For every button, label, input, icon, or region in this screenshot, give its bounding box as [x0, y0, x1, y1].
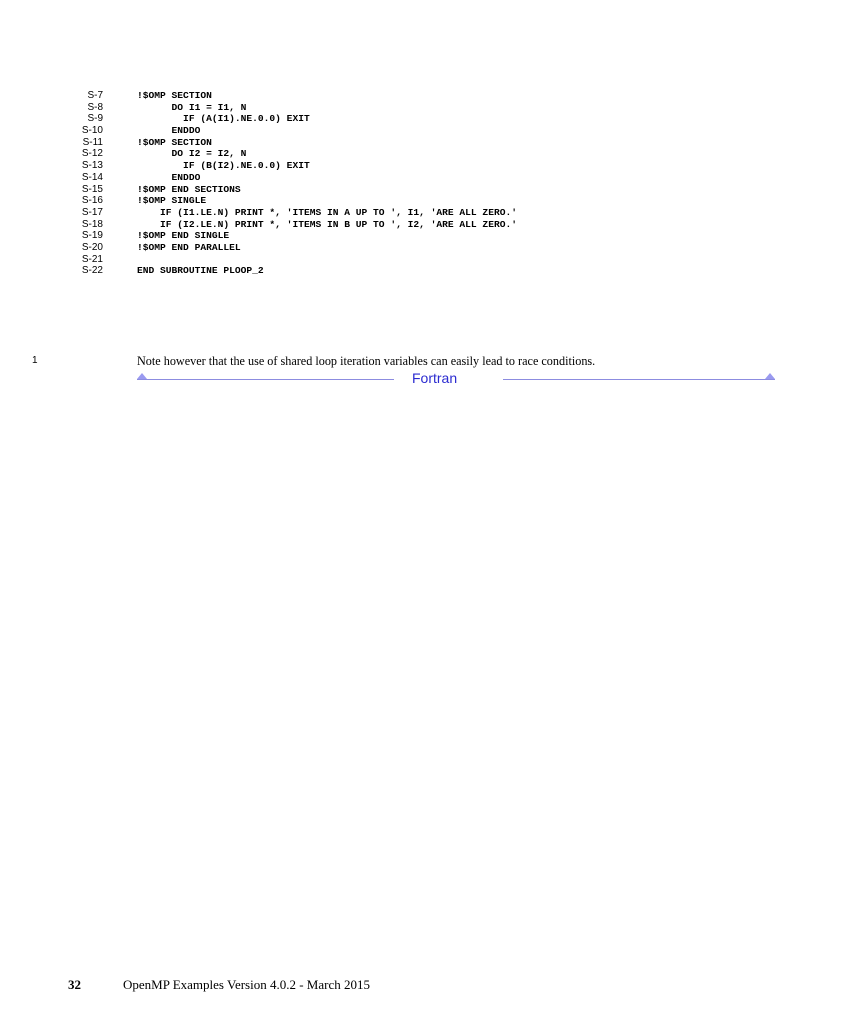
code-text: !$OMP SECTION	[137, 136, 212, 148]
code-line	[0, 230, 864, 242]
page-footer	[0, 976, 864, 994]
language-marker	[137, 368, 775, 388]
line-number: S-9	[87, 113, 103, 125]
code-line	[0, 184, 864, 196]
language-label: Fortran	[412, 370, 458, 386]
line-number: S-7	[87, 90, 103, 101]
code-text: IF (I1.LE.N) PRINT *, 'ITEMS IN A UP TO ', I1, 'ARE ALL ZERO.'	[137, 206, 517, 218]
line-number: S-22	[81, 265, 103, 277]
line-number: S-14	[81, 171, 103, 183]
code-text: ENDDO	[137, 171, 201, 183]
code-line	[0, 195, 864, 207]
note-paragraph	[0, 353, 864, 369]
page-number: 32	[68, 977, 81, 992]
marker-rule-right	[503, 379, 775, 380]
code-text: IF (I2.LE.N) PRINT *, 'ITEMS IN B UP TO ', I2, 'ARE ALL ZERO.'	[137, 218, 517, 230]
line-number: S-13	[81, 160, 103, 172]
code-line	[0, 254, 864, 266]
line-number: S-20	[81, 241, 103, 253]
code-listing	[0, 90, 864, 277]
line-number: S-18	[81, 218, 103, 230]
code-text: !$OMP END SINGLE	[137, 230, 230, 242]
code-text: END SUBROUTINE PLOOP_2	[137, 265, 264, 277]
line-number: S-10	[81, 125, 103, 137]
code-text: DO I1 = I1, N	[137, 101, 247, 113]
code-line	[0, 137, 864, 149]
code-line	[0, 219, 864, 231]
code-line	[0, 265, 864, 277]
code-text: ENDDO	[137, 125, 201, 137]
footer-title: OpenMP Examples Version 4.0.2 - March 2015	[123, 977, 370, 992]
code-text: IF (B(I2).NE.0.0) EXIT	[137, 160, 310, 172]
triangle-up-icon	[765, 373, 775, 379]
code-line	[0, 242, 864, 254]
code-text: DO I2 = I2, N	[137, 148, 247, 160]
line-number: S-11	[82, 136, 103, 148]
line-number: S-17	[81, 206, 103, 218]
marker-rule-left	[137, 379, 394, 380]
code-line	[0, 125, 864, 137]
code-text: !$OMP END PARALLEL	[137, 241, 241, 253]
code-line	[0, 207, 864, 219]
note-text: Note however that the use of shared loop iteration variables can easily lead to race conditions.	[137, 354, 596, 368]
code-text: !$OMP END SECTIONS	[137, 183, 241, 195]
code-line	[0, 160, 864, 172]
code-line	[0, 102, 864, 114]
line-number: S-8	[87, 101, 103, 113]
code-line	[0, 148, 864, 160]
code-text: !$OMP SECTION	[137, 90, 212, 101]
code-line	[0, 113, 864, 125]
line-number: S-16	[81, 195, 103, 207]
code-text: !$OMP SINGLE	[137, 195, 207, 207]
line-number: S-19	[81, 230, 103, 242]
code-line	[0, 90, 864, 102]
line-number: S-12	[81, 148, 103, 160]
code-line	[0, 172, 864, 184]
line-number: S-21	[81, 253, 103, 265]
code-text: IF (A(I1).NE.0.0) EXIT	[137, 113, 310, 125]
margin-line-number: 1	[32, 355, 38, 366]
line-number: S-15	[81, 183, 103, 195]
